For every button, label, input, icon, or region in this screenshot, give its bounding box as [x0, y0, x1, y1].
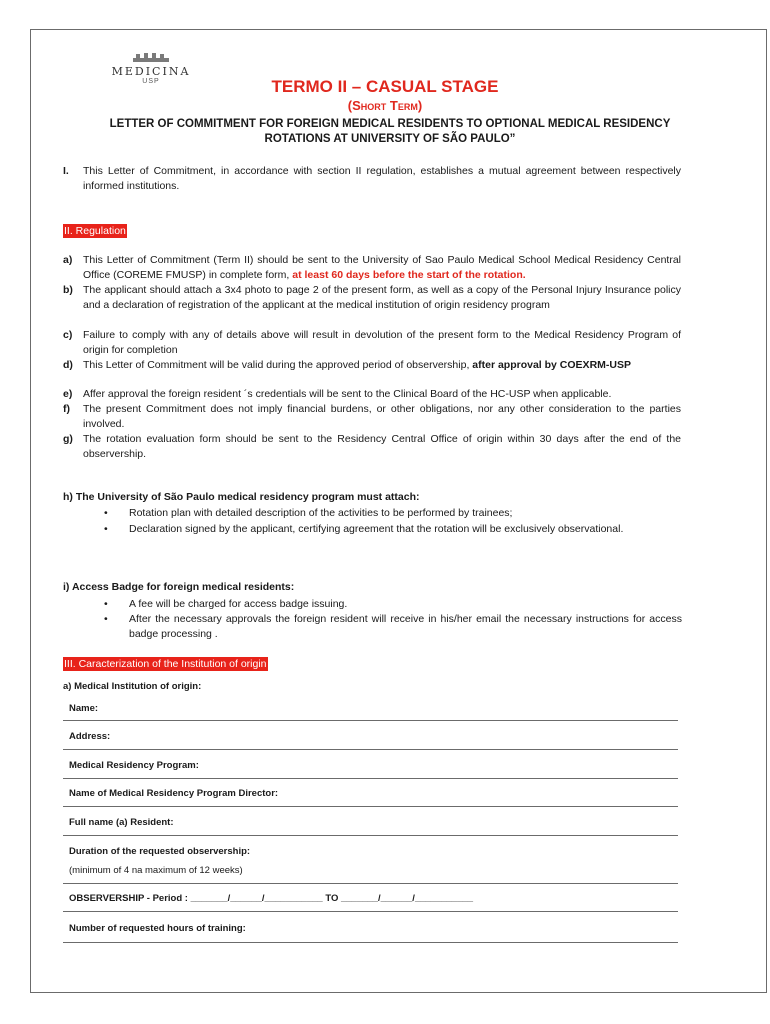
- period-field[interactable]: OBSERVERSHIP - Period : _______/______/___________ TO _______/______/___________: [69, 893, 474, 904]
- page-title: TERMO II – CASUAL STAGE: [271, 77, 499, 96]
- section-3-heading: III. Caracterization of the Institution of origin: [64, 658, 267, 670]
- bullet-icon: •: [104, 507, 108, 519]
- section-1-mark: I.: [63, 165, 69, 177]
- bullet-icon: •: [104, 523, 108, 535]
- resident-label: Full name (a) Resident:: [69, 817, 174, 828]
- regulation-item-d: d) This Letter of Commitment will be valid during the approved period of observership, after approval by COEXRM-USP: [63, 359, 631, 371]
- director-label: Name of Medical Residency Program Director:: [69, 788, 279, 799]
- attach-bullet-2: • Declaration signed by the applicant, certifying agreement that the rotation will be exclusively observational.: [104, 523, 624, 535]
- duration-field[interactable]: [63, 883, 678, 884]
- name-label: Name:: [69, 703, 99, 714]
- section-2-heading: II. Regulation: [64, 225, 126, 237]
- logo-name: MEDICINA: [111, 65, 191, 78]
- hours-label: Number of requested hours of training:: [69, 923, 246, 934]
- badge-heading: i) Access Badge for foreign medical residents:: [63, 581, 295, 593]
- regulation-item-g: g) The rotation evaluation form should be sent to the Residency Central Office of origin within 30 days after the end of the observership.: [63, 433, 681, 460]
- duration-note: (minimum of 4 na maximum of 12 weeks): [69, 865, 243, 876]
- regulation-item-b: b) The applicant should attach a 3x4 photo to page 2 of the present form, as well as a copy of the Personal Injury Insurance policy and a declaration of registration of the applicant at the medical institution of origin residency program: [63, 284, 681, 311]
- address-field[interactable]: [63, 749, 678, 750]
- regulation-item-a: a) This Letter of Commitment (Term II) should be sent to the University of Sao Paulo Medical School Medical Residency Central Office (COREME FMUSP) in complete form, at least 60 days before the start of the rotation.: [63, 254, 681, 281]
- section-1-text: This Letter of Commitment, in accordance with section II regulation, establishes a mutual agreement between respectively informed institutions.: [83, 165, 681, 192]
- name-field[interactable]: [63, 720, 678, 721]
- section-1: [63, 164, 681, 194]
- crest-icon: [131, 52, 171, 64]
- regulation-item-e: e) Affer approval the foreign resident ´s credentials will be sent to the Clinical Board of the HC-USP when applicable.: [63, 388, 612, 400]
- bullet-icon: •: [104, 598, 108, 610]
- regulation-item-c: c) Failure to comply with any of details above will result in devolution of the present form to the Medical Residency Program of origin for completion: [63, 329, 681, 356]
- letter-subject: LETTER OF COMMITMENT FOR FOREIGN MEDICAL RESIDENTS TO OPTIONAL MEDICAL RESIDENCY ROTATIONS AT UNIVERSITY OF SÃO PAULO”: [109, 118, 671, 145]
- address-label: Address:: [69, 731, 111, 742]
- logo-sub: USP: [142, 78, 160, 85]
- program-field[interactable]: [63, 778, 678, 779]
- attach-bullet-1: • Rotation plan with detailed description of the activities to be performed by trainees;: [104, 507, 513, 519]
- period-rule: [63, 911, 678, 912]
- hours-field[interactable]: [63, 942, 678, 943]
- program-label: Medical Residency Program:: [69, 760, 199, 771]
- badge-bullet-1: • A fee will be charged for access badge issuing.: [104, 598, 348, 610]
- resident-field[interactable]: [63, 835, 678, 836]
- duration-label: Duration of the requested observership:: [69, 846, 251, 857]
- attach-heading: h) The University of São Paulo medical residency program must attach:: [63, 491, 420, 503]
- bullet-icon: •: [104, 613, 108, 625]
- regulation-item-f: f) The present Commitment does not imply financial burdens, or other obligations, nor any other consideration to the parties involved.: [63, 403, 681, 430]
- institution-subheading: a) Medical Institution of origin:: [63, 681, 202, 692]
- page-subtitle: (Short Term): [347, 98, 423, 113]
- badge-bullet-2: • After the necessary approvals the foreign resident will receive in his/her email the necessary instructions for access badge processing .: [104, 613, 682, 640]
- director-field[interactable]: [63, 806, 678, 807]
